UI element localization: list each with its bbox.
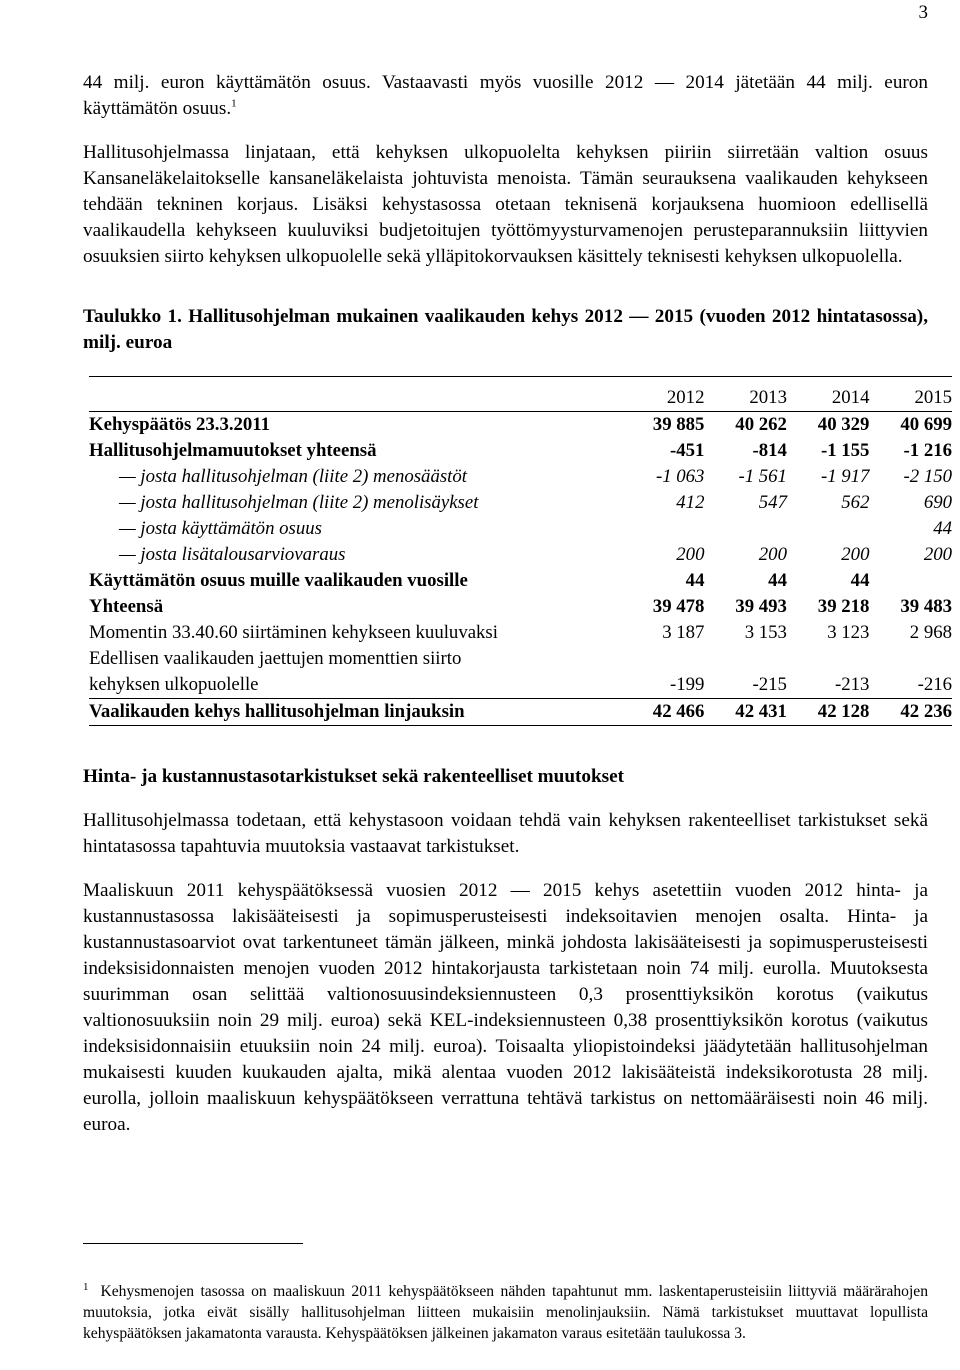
- row-label: — josta hallitusohjelman (liite 2) menosäästöt: [119, 466, 467, 487]
- cell: 39 483: [900, 596, 952, 617]
- cell: 200: [841, 544, 870, 565]
- cell: [704, 516, 787, 542]
- row-label: Edellisen vaalikauden jaettujen momenttien siirto: [89, 648, 462, 669]
- table-row: [89, 438, 952, 464]
- cell: 39 493: [735, 596, 787, 617]
- cell: -2 150: [903, 466, 952, 487]
- table-total-row: [89, 699, 952, 726]
- table-row: [89, 516, 952, 542]
- cell: [787, 646, 870, 672]
- row-label: Käyttämätön osuus muille vaalikauden vuosille: [89, 570, 468, 591]
- cell: -1 216: [903, 440, 952, 461]
- cell: [622, 516, 705, 542]
- paragraph-3: Hallitusohjelmassa todetaan, että kehystasoon voidaan tehdä vain kehyksen rakenteelliset tarkistukset sekä hintatasossa tapahtuvia muutoksia vastaavat tarkistukset.: [83, 810, 928, 857]
- row-label: — josta lisätalousarviovaraus: [119, 544, 346, 565]
- cell: 200: [758, 544, 787, 565]
- cell: 412: [676, 492, 705, 513]
- footnote-text: Kehysmenojen tasossa on maaliskuun 2011 kehyspäätökseen nähden tapahtunut mm. laskentaperusteisiin liittyviä määrärahojen muutoksia, jotka eivät sisälly hallitusohjelman liitteen mukaisiin menolinjauksiin. Nämä tarkistukset muuttavat lopullista kehyspäätöksen jakamatonta varausta. Kehyspäätöksen jälkeinen jakamaton varaus esitetään taulukossa 3.: [83, 1283, 928, 1343]
- footnote-divider: [83, 1243, 303, 1244]
- page-number: 3: [918, 2, 928, 23]
- cell: 690: [923, 492, 952, 513]
- table-header-row: [89, 385, 952, 412]
- cell: 44: [933, 518, 952, 539]
- cell: 2 968: [909, 622, 952, 643]
- cell: [869, 646, 952, 672]
- cell: -814: [752, 440, 787, 461]
- cell: 562: [841, 492, 870, 513]
- cell: -1 561: [738, 466, 787, 487]
- table-row: [89, 620, 952, 646]
- table-caption: Taulukko 1. Hallitusohjelman mukainen vaalikauden kehys 2012 — 2015 (vuoden 2012 hintatasossa), milj. euroa: [83, 306, 928, 353]
- cell: -199: [622, 672, 705, 699]
- row-label: Yhteensä: [89, 596, 164, 617]
- document-body: [83, 70, 952, 1138]
- cell: 44: [768, 570, 787, 591]
- frame-table: [89, 376, 952, 726]
- row-label: Momentin 33.40.60 siirtäminen kehykseen kuuluvaksi: [89, 622, 498, 643]
- cell: 3 187: [662, 622, 705, 643]
- cell: [622, 646, 705, 672]
- cell: -213: [787, 672, 870, 699]
- row-label: — josta käyttämätön osuus: [119, 518, 322, 539]
- row-label: — josta hallitusohjelman (liite 2) menolisäykset: [119, 492, 479, 513]
- cell: 42 466: [622, 699, 705, 726]
- table-row: [89, 464, 952, 490]
- cell: 3 123: [827, 622, 870, 643]
- cell: 40 699: [900, 414, 952, 435]
- cell: -216: [869, 672, 952, 699]
- column-header: 2013: [704, 385, 787, 412]
- table-row: [89, 594, 952, 620]
- table-row: [89, 568, 952, 594]
- cell: -451: [670, 440, 705, 461]
- row-label: kehyksen ulkopuolelle: [89, 672, 622, 699]
- cell: 39 885: [652, 414, 705, 435]
- row-label: Hallitusohjelmamuutokset yhteensä: [89, 440, 377, 461]
- table-row: [89, 646, 952, 672]
- cell: 42 128: [787, 699, 870, 726]
- cell: 44: [685, 570, 705, 591]
- cell: -1 917: [820, 466, 870, 487]
- footnote-reference[interactable]: 1: [231, 97, 237, 110]
- paragraph-1-text: 44 milj. euron käyttämätön osuus. Vastaavasti myös vuosille 2012 — 2014 jätetään 44 milj. euron käyttämätön osuus.: [83, 72, 928, 119]
- column-header: 2015: [869, 385, 952, 412]
- cell: 40 262: [735, 414, 787, 435]
- cell: [787, 516, 870, 542]
- cell: 200: [923, 544, 952, 565]
- cell: -1 155: [820, 440, 870, 461]
- row-label: Vaalikauden kehys hallitusohjelman linjauksin: [89, 699, 622, 726]
- cell: 547: [758, 492, 787, 513]
- footnote-mark: 1: [83, 1281, 89, 1293]
- table-row: [89, 412, 952, 439]
- section-heading: Hinta- ja kustannustasotarkistukset sekä rakenteelliset muutokset: [83, 766, 625, 787]
- paragraph-2: Hallitusohjelmassa linjataan, että kehyksen ulkopuolelta kehyksen piiriin siirretään valtion osuus Kansaneläkelaitokselle kansaneläkelaista johtuvista menoista. Tämän seurauksena vaalikauden kehykseen tehdään tekninen korjaus. Lisäksi kehystasossa otetaan teknisenä korjauksena huomioon edellisellä vaalikaudella kehykseen kuuluviksi budjetoitujen työttömyysturvamenojen perusteparannuksiin liittyvien osuuksien siirto kehyksen ulkopuolelle sekä ylläpitokorvauksen käsittely teknisesti kehyksen ulkopuolella.: [83, 142, 928, 267]
- table-row: [89, 490, 952, 516]
- table-top-rule: [89, 377, 952, 386]
- cell: -1 063: [655, 466, 705, 487]
- cell: -215: [704, 672, 787, 699]
- cell: [869, 568, 952, 594]
- row-label: Kehyspäätös 23.3.2011: [89, 414, 271, 435]
- table-row: [89, 672, 952, 699]
- cell: 3 153: [744, 622, 787, 643]
- cell: 39 478: [652, 596, 705, 617]
- cell: 40 329: [817, 414, 870, 435]
- column-header: 2012: [622, 385, 705, 412]
- cell: 39 218: [817, 596, 870, 617]
- paragraph-1: [83, 70, 928, 122]
- cell: 42 431: [704, 699, 787, 726]
- table-row: [89, 542, 952, 568]
- footnote: [83, 1277, 928, 1344]
- cell: [704, 646, 787, 672]
- cell: 44: [850, 570, 870, 591]
- column-header: 2014: [787, 385, 870, 412]
- cell: 200: [676, 544, 705, 565]
- paragraph-4: Maaliskuun 2011 kehyspäätöksessä vuosien 2012 — 2015 kehys asetettiin vuoden 2012 hinta- ja kustannustasossa lakisääteisesti ja sopimusperusteisesti indeksoitavien menojen osalta. Hinta- ja kustannustasoarviot ovat tarkentuneet tämän jälkeen, minkä johdosta lakisääteisesti ja sopimusperusteisesti indeksisidonnaisten menojen vuoden 2012 hintakorjausta tarkistetaan noin 74 milj. eurolla. Muutoksesta suurimman osan selittää valtionosuusindeksiennusteen 0,3 prosenttiyksikön korotus (vaikutus valtionosuuksiin noin 29 milj. euroa) sekä KEL-indeksiennusteen 0,38 prosenttiyksikön korotus (vaikutus indeksisidonnaisiin etuuksiin noin 24 milj. euroa). Toisaalta yliopistoindeksi jäädytetään hallitusohjelman mukaisesti kuuden kuukauden ajalta, mikä alentaa vuoden 2012 lakisääteistä indeksikorotusta 28 milj. eurolla, jolloin maaliskuun kehyspäätökseen verrattuna tehtävä tarkistus on nettomääräisesti noin 46 milj. euroa.: [83, 880, 928, 1135]
- cell: 42 236: [869, 699, 952, 726]
